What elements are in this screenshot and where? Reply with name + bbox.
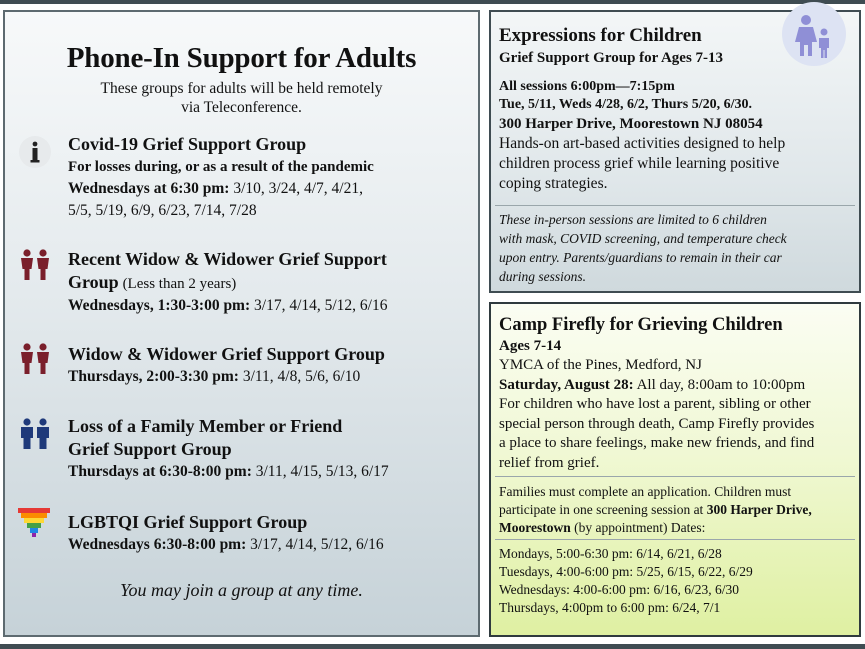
application-line <box>499 519 853 537</box>
couple-maroon-icon <box>18 343 52 380</box>
body-line: special person through death, Camp Firefly provides <box>499 415 815 432</box>
application-text: (by appointment) Dates: <box>574 520 706 535</box>
group-schedule <box>68 461 480 483</box>
divider <box>495 205 855 206</box>
sessions-time: All sessions 6:00pm—7:15pm <box>499 79 675 94</box>
lgbtqi-group <box>68 511 480 556</box>
divider <box>495 476 855 477</box>
application-address: 300 Harper Drive, <box>706 502 812 517</box>
note-line: These in-person sessions are limited to 6 children <box>499 212 767 227</box>
rainbow-heart-icon <box>18 508 50 543</box>
schedule-dates: 3/11, 4/8, 5/6, 6/10 <box>242 368 361 385</box>
covid-group <box>68 133 480 222</box>
info-icon <box>18 135 52 174</box>
page-title: Phone-In Support for Adults <box>66 42 417 74</box>
schedule-dates: 3/10, 3/24, 4/7, 4/21, <box>233 180 363 197</box>
top-rule <box>0 0 865 4</box>
camp-title: Camp Firefly for Grieving Children <box>499 315 783 335</box>
group-title: Recent Widow & Widower Grief Support <box>68 249 387 269</box>
group-title: LGBTQI Grief Support Group <box>68 512 308 532</box>
body-line: relief from grief. <box>499 454 600 471</box>
expressions-title: Expressions for Children <box>499 25 702 46</box>
application-line <box>499 501 853 519</box>
note-line: with mask, COVID screening, and temperature check <box>499 231 787 246</box>
group-subtitle: For losses during, or as a result of the pandemic <box>68 159 374 175</box>
schedule-label: Thursdays at 6:30-8:00 pm: <box>68 463 252 480</box>
application-text: participate in one screening session at <box>499 502 704 517</box>
application-town: Moorestown <box>499 520 571 535</box>
body-line: coping strategies. <box>499 175 608 192</box>
screening-date: Mondays, 5:00-6:30 pm: 6/14, 6/21, 6/28 <box>499 546 722 561</box>
address: 300 Harper Drive, Moorestown NJ 08054 <box>499 116 763 132</box>
schedule-dates: 3/17, 4/14, 5/12, 6/16 <box>250 536 384 553</box>
screening-date: Thursdays, 4:00pm to 6:00 pm: 6/24, 7/1 <box>499 600 721 615</box>
group-schedule <box>68 178 480 200</box>
expressions-subtitle: Grief Support Group for Ages 7-13 <box>499 50 724 66</box>
schedule-label: Thursdays, 2:00-3:30 pm: <box>68 368 239 385</box>
widow-group <box>68 343 480 388</box>
group-title: Covid-19 Grief Support Group <box>68 134 307 154</box>
schedule-label: Wednesdays 6:30-8:00 pm: <box>68 536 247 553</box>
body-line: Hands-on art-based activities designed to help <box>499 135 786 152</box>
group-title: Grief Support Group <box>68 439 232 459</box>
group-title: Widow & Widower Grief Support Group <box>68 344 385 364</box>
expressions-text <box>499 24 853 68</box>
screening-date: Wednesdays: 4:00-6:00 pm: 6/16, 6/23, 6/30 <box>499 582 740 597</box>
schedule-label: Wednesdays, 1:30-3:00 pm: <box>68 297 251 314</box>
camp-firefly-panel <box>489 302 861 637</box>
family-loss-group <box>68 415 480 483</box>
camp-date <box>499 376 853 396</box>
expressions-details <box>499 78 853 194</box>
screening-date: Tuesdays, 4:00-6:00 pm: 5/25, 6/15, 6/22, 6/29 <box>499 564 753 579</box>
camp-date-detail: All day, 8:00am to 10:00pm <box>636 376 806 393</box>
note-line: upon entry. Parents/guardians to remain in their car <box>499 250 782 265</box>
sessions-dates: Tue, 5/11, Weds 4/28, 6/2, Thurs 5/20, 6/30. <box>499 97 752 112</box>
camp-date-label: Saturday, August 28: <box>499 376 634 393</box>
camp-location: YMCA of the Pines, Medford, NJ <box>499 357 702 373</box>
expressions-note <box>499 210 853 286</box>
camp-ages: Ages 7-14 <box>499 338 562 354</box>
group-title-line <box>68 271 480 295</box>
couple-maroon-icon <box>18 249 52 286</box>
page-subtitle <box>5 79 478 117</box>
subtitle-line: These groups for adults will be held remotely <box>100 80 383 97</box>
adult-groups-panel <box>3 10 480 637</box>
schedule-dates: 5/5, 5/19, 6/9, 6/23, 7/14, 7/28 <box>68 202 257 219</box>
camp-application <box>499 483 853 537</box>
body-line: a place to share feelings, make new friends, and find <box>499 435 815 451</box>
application-line: Families must complete an application. Children must <box>499 484 792 499</box>
join-note: You may join a group at any time. <box>120 580 363 600</box>
group-schedule <box>68 534 480 556</box>
group-title-note: (Less than 2 years) <box>122 276 237 292</box>
schedule-label: Wednesdays at 6:30 pm: <box>68 180 230 197</box>
schedule-dates: 3/17, 4/14, 5/12, 6/16 <box>254 297 388 314</box>
divider <box>495 539 855 540</box>
group-schedule <box>68 295 480 317</box>
group-title: Group <box>68 272 119 292</box>
body-line: children process grief while learning positive <box>499 155 780 172</box>
body-line: For children who have lost a parent, sibling or other <box>499 396 811 412</box>
bottom-rule <box>0 644 865 649</box>
couple-navy-icon <box>18 418 52 455</box>
group-schedule <box>68 366 480 388</box>
group-title: Loss of a Family Member or Friend <box>68 416 343 436</box>
note-line: during sessions. <box>499 269 587 284</box>
schedule-dates: 3/11, 4/15, 5/13, 6/17 <box>255 463 389 480</box>
screening-dates <box>499 545 853 617</box>
recent-widow-group <box>68 248 480 317</box>
camp-text <box>499 314 853 473</box>
subtitle-line: via Teleconference. <box>181 99 302 116</box>
expressions-panel <box>489 10 861 293</box>
